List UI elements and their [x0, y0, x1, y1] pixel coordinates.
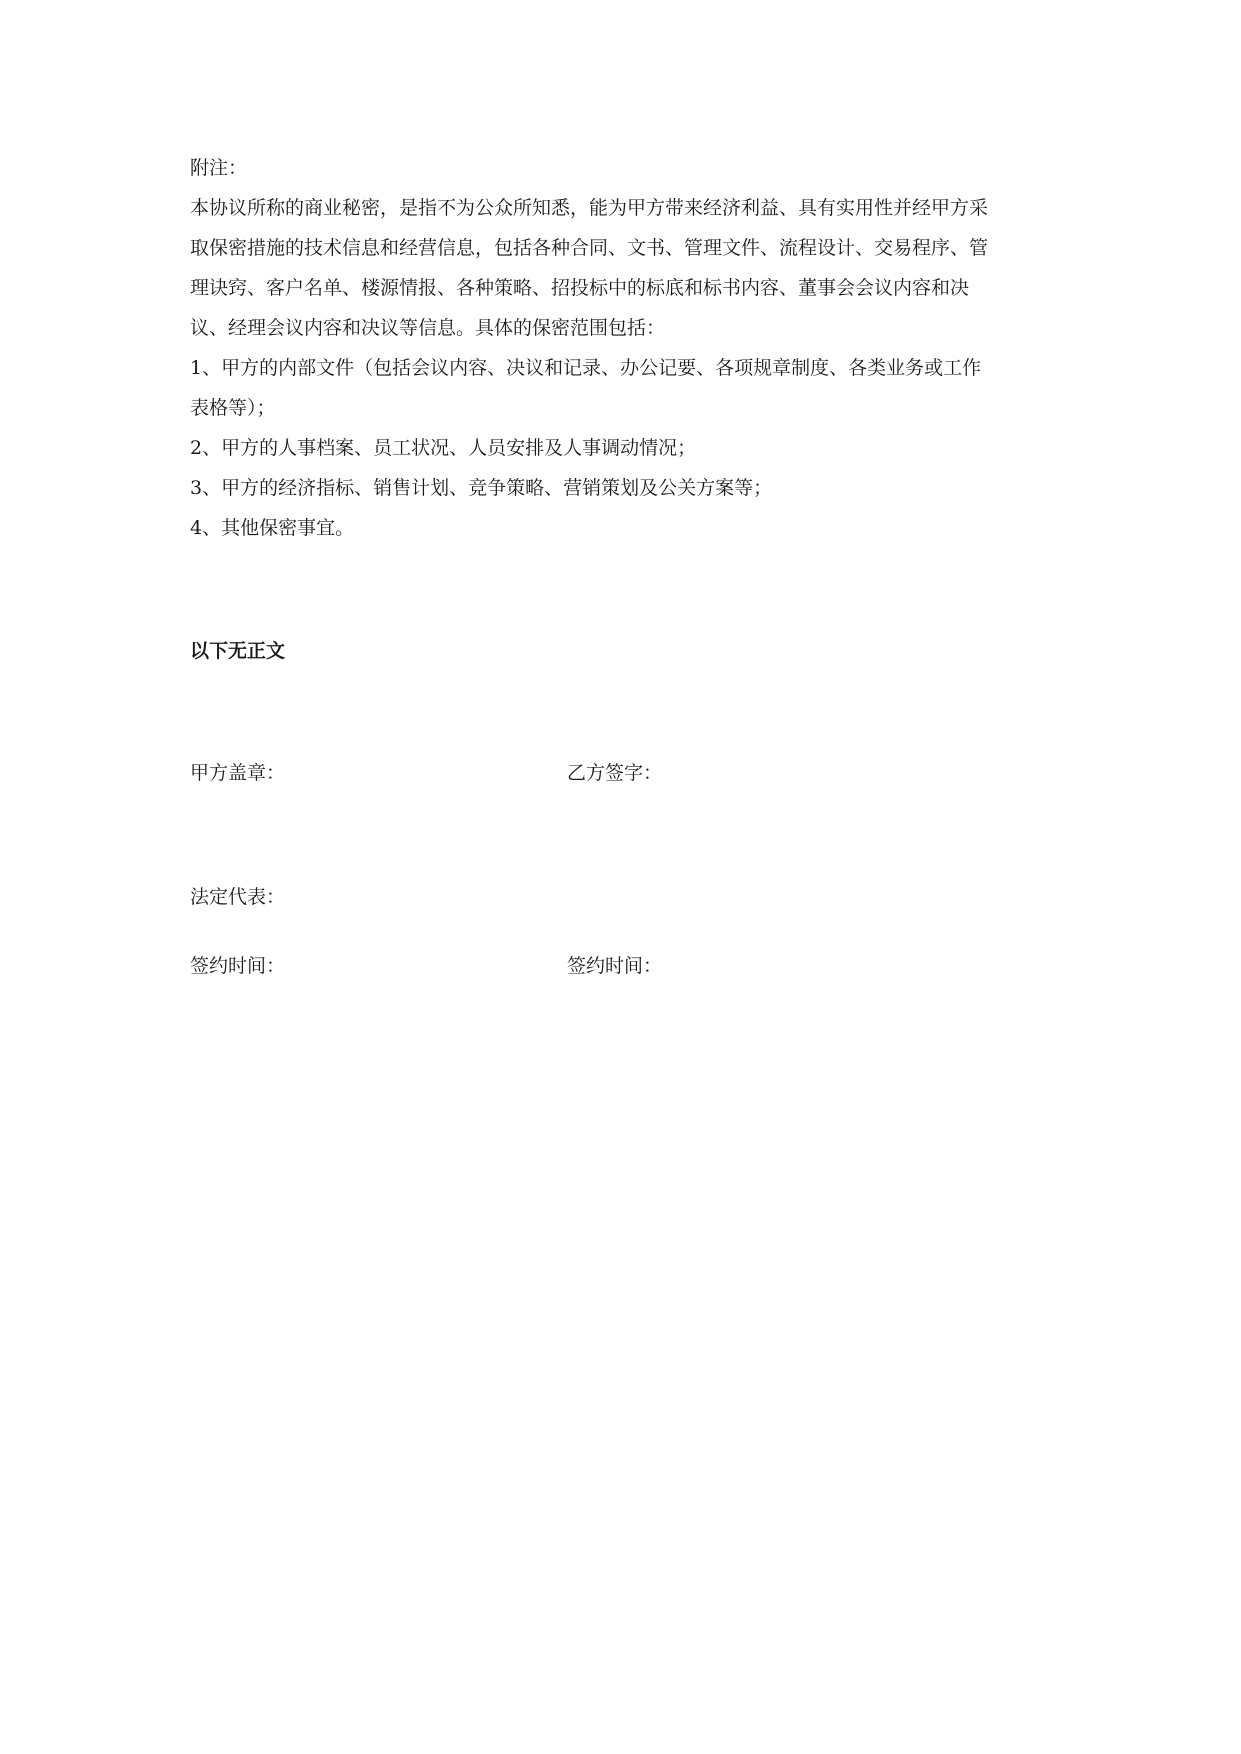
note-heading: 附注： — [190, 157, 248, 179]
intro-line-2: 取保密措施的技术信息和经营信息，包括各种合同、文书、管理文件、流程设计、交易程序、管 — [190, 237, 989, 259]
note-section — [190, 148, 1060, 548]
party-b-date-label: 签约时间： — [567, 955, 663, 977]
party-b-sign-label: 乙方签字： — [567, 762, 663, 784]
item-1-line-2: 表格等）； — [190, 397, 276, 419]
intro-line-1: 本协议所称的商业秘密，是指不为公众所知悉，能为甲方带来经济利益、具有实用性并经甲方采 — [190, 197, 989, 219]
item-2-line-1: 2、甲方的人事档案、员工状况、人员安排及人事调动情况； — [190, 437, 697, 459]
party-a-seal-label: 甲方盖章： — [190, 762, 286, 784]
end-of-text-marker: 以下无正文 — [190, 640, 286, 662]
party-a-date-label: 签约时间： — [190, 955, 286, 977]
intro-line-4: 议、经理会议内容和决议等信息。具体的保密范围包括： — [190, 317, 666, 339]
intro-line-3: 理诀窍、客户名单、楼源情报、各种策略、招投标中的标底和标书内容、董事会会议内容和决 — [190, 277, 970, 299]
legal-representative-label: 法定代表： — [190, 886, 286, 908]
item-3-line-1: 3、甲方的经济指标、销售计划、竞争策略、营销策划及公关方案等； — [190, 477, 773, 499]
item-4-line-1: 4、其他保密事宜。 — [190, 517, 355, 539]
item-1-line-1: 1、甲方的内部文件（包括会议内容、决议和记录、办公记要、各项规章制度、各类业务或工作 — [190, 357, 982, 379]
